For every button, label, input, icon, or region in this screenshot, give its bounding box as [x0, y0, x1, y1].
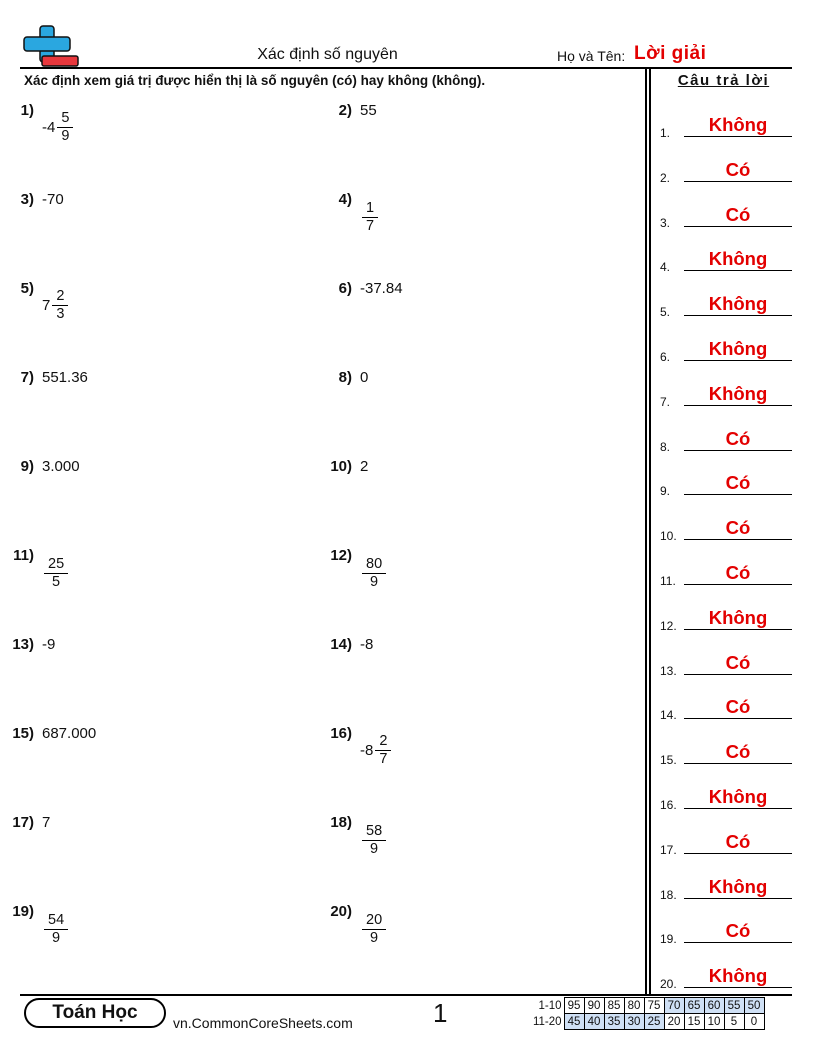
problem-item	[0, 547, 68, 591]
answer-line	[684, 315, 792, 316]
mixed-number	[42, 110, 73, 145]
problem-number: 13)	[12, 636, 34, 653]
problem-item	[0, 903, 68, 947]
answer-line	[684, 853, 792, 854]
score-cell: 30	[624, 1014, 644, 1030]
problem-item	[318, 369, 368, 386]
problem-item	[318, 903, 386, 947]
problem-item	[318, 636, 373, 653]
answer-number: 13.	[660, 663, 677, 678]
problem-value	[360, 199, 378, 235]
answer-number: 2.	[660, 170, 671, 185]
score-cell: 55	[724, 998, 744, 1014]
problem-value: 0	[360, 369, 369, 386]
answer-value: Có	[725, 517, 751, 539]
name-label: Họ và Tên:	[557, 48, 626, 64]
answer-line	[684, 270, 792, 271]
answer-row	[660, 651, 792, 678]
fraction-numerator: 20	[362, 912, 386, 930]
problem-value	[360, 911, 386, 947]
answer-row	[660, 698, 792, 722]
score-cell: 25	[644, 1014, 664, 1030]
answer-line	[684, 718, 792, 719]
problem-value: -8	[360, 636, 374, 653]
problem-item	[0, 102, 73, 145]
problem-item	[318, 547, 386, 591]
score-cell: 75	[644, 998, 664, 1014]
answer-value: Có	[725, 158, 751, 180]
score-row-label: 1-10	[538, 999, 562, 1012]
answer-number: 17.	[660, 842, 677, 857]
problem-value: 687.000	[42, 725, 97, 742]
score-cell: 5	[724, 1014, 744, 1030]
problem-number: 17)	[12, 814, 34, 831]
problem-value	[42, 288, 68, 323]
score-cell: 70	[664, 998, 684, 1014]
score-row-label: 11-20	[532, 1015, 562, 1028]
answer-number: 10.	[660, 529, 677, 544]
answer-line	[684, 181, 792, 182]
answer-line	[684, 584, 792, 585]
fraction	[362, 823, 386, 858]
problem-value	[42, 110, 73, 145]
fraction-denominator: 7	[366, 218, 375, 234]
answer-line	[684, 987, 792, 988]
mixed-number	[360, 823, 386, 858]
score-cell: 50	[744, 998, 764, 1014]
problem-value	[42, 555, 68, 591]
problem-number: 3)	[20, 191, 34, 208]
footer-rule	[20, 994, 792, 996]
whole-part: 7	[42, 297, 51, 314]
answer-number: 11.	[660, 574, 676, 588]
answer-row	[660, 875, 792, 902]
problem-number: 10)	[330, 458, 352, 475]
answer-row	[660, 788, 792, 812]
fraction-numerator: 58	[362, 823, 386, 841]
problem-item	[0, 814, 50, 831]
answer-row	[660, 116, 792, 140]
score-cell: 90	[584, 998, 604, 1014]
fraction-denominator: 3	[56, 306, 65, 322]
answer-number: 19.	[660, 932, 677, 947]
answer-value: Có	[725, 651, 751, 673]
answer-value: Không	[708, 293, 768, 315]
answer-value: Có	[725, 472, 751, 494]
answer-row	[660, 340, 792, 364]
page-number: 1	[433, 998, 448, 1028]
answer-line	[684, 360, 792, 361]
answer-row	[660, 830, 792, 857]
problem-number: 16)	[330, 725, 352, 742]
problem-item	[318, 814, 386, 858]
answer-number: 12.	[660, 618, 677, 633]
answer-value: Không	[708, 114, 768, 135]
answer-row	[660, 382, 792, 409]
problem-value: -70	[42, 191, 64, 208]
problem-item	[0, 636, 55, 653]
answer-row	[660, 519, 792, 543]
answer-row	[660, 474, 792, 498]
problem-value: 2	[360, 458, 369, 475]
answer-line	[684, 942, 792, 943]
problem-item	[0, 725, 96, 742]
score-cell: 20	[664, 1014, 684, 1030]
fraction-numerator: 80	[362, 556, 386, 574]
score-cell: 40	[584, 1014, 604, 1030]
score-row	[528, 998, 764, 1014]
answer-value: Có	[725, 203, 751, 225]
problem-value: -9	[42, 636, 56, 653]
problem-value: 551.36	[42, 369, 88, 386]
answer-number: 7.	[660, 394, 671, 409]
answer-row	[660, 427, 792, 454]
score-cell: 10	[704, 1014, 724, 1030]
fraction-denominator: 9	[52, 930, 61, 946]
score-cell: 65	[684, 998, 704, 1014]
fraction	[362, 556, 386, 591]
fraction-denominator: 7	[379, 751, 388, 767]
answer-key-title: Câu trả lời	[677, 72, 770, 89]
answer-line	[684, 808, 792, 809]
answer-row	[660, 295, 792, 319]
problem-number: 20)	[330, 903, 352, 920]
mixed-number	[42, 288, 68, 323]
score-cell: 0	[744, 1014, 764, 1030]
answer-column-divider	[645, 68, 651, 995]
score-cell: 85	[604, 998, 624, 1014]
mixed-number	[360, 200, 378, 235]
problem-number: 9)	[20, 458, 34, 475]
fraction-denominator: 5	[52, 574, 61, 590]
fraction-numerator: 25	[44, 556, 68, 574]
problem-number: 19)	[12, 903, 34, 920]
answer-value: Có	[725, 741, 751, 763]
answer-value: Không	[708, 382, 768, 404]
answer-value: Có	[725, 830, 751, 852]
problem-number: 18)	[330, 814, 352, 831]
problem-value: -37.84	[360, 280, 403, 297]
problem-value	[360, 822, 386, 858]
problem-value	[360, 555, 386, 591]
worksheet-title: Xác định số nguyên	[257, 46, 398, 63]
answer-line	[684, 136, 792, 137]
answer-row	[660, 564, 792, 588]
answer-number: 15.	[660, 753, 677, 768]
fraction-denominator: 9	[370, 930, 379, 946]
answer-number: 8.	[660, 439, 671, 454]
mixed-number	[42, 912, 68, 947]
answer-number: 3.	[660, 215, 671, 230]
score-cell: 35	[604, 1014, 624, 1030]
problem-item	[318, 191, 378, 235]
answer-number: 16.	[660, 798, 677, 812]
name-value: Lời giải	[634, 43, 707, 64]
answer-value: Không	[708, 965, 768, 987]
answer-value: Không	[708, 786, 768, 807]
score-row	[528, 1014, 764, 1030]
problem-number: 15)	[12, 725, 34, 742]
fraction-numerator: 5	[57, 110, 73, 128]
answer-value: Không	[708, 248, 768, 270]
answer-line	[684, 629, 792, 630]
score-cell: 45	[564, 1014, 584, 1030]
problem-item	[318, 458, 368, 475]
answer-line	[684, 450, 792, 451]
score-cell: 15	[684, 1014, 704, 1030]
answer-value: Có	[725, 920, 751, 942]
answer-number: 14.	[660, 708, 677, 723]
answer-row	[660, 250, 792, 274]
answer-value: Không	[708, 338, 768, 359]
answer-number: 20.	[660, 977, 677, 992]
fraction	[375, 733, 391, 768]
problem-number: 6)	[338, 280, 352, 297]
mixed-number	[360, 912, 386, 947]
answer-value: Có	[725, 427, 751, 449]
answer-value: Không	[708, 606, 768, 628]
problem-number: 4)	[338, 191, 352, 208]
answer-number: 9.	[660, 484, 671, 499]
problem-item	[318, 280, 403, 297]
answer-row	[660, 203, 792, 230]
answer-value: Có	[725, 696, 751, 718]
instructions: Xác định xem giá trị được hiển thị là số nguyên (có) hay không (không).	[24, 73, 486, 88]
answer-value: Có	[725, 562, 751, 583]
score-cell: 95	[564, 998, 584, 1014]
answer-line	[684, 763, 792, 764]
problem-item	[318, 102, 377, 119]
score-cell: 80	[624, 998, 644, 1014]
fraction	[362, 912, 386, 947]
problem-number: 5)	[20, 280, 34, 297]
answer-value: Không	[708, 875, 768, 897]
answer-number: 5.	[660, 305, 671, 320]
mixed-number	[42, 556, 68, 591]
fraction	[52, 288, 68, 323]
score-cell: 60	[704, 998, 724, 1014]
problem-item	[0, 191, 64, 208]
fraction	[44, 912, 68, 947]
answer-row	[660, 606, 792, 633]
problem-item	[318, 725, 391, 768]
fraction-denominator: 9	[370, 574, 379, 590]
problem-number: 7)	[20, 369, 34, 386]
answer-row	[660, 158, 792, 185]
answer-line	[684, 405, 792, 406]
answer-line	[684, 226, 792, 227]
problem-item	[0, 458, 80, 475]
answer-line	[684, 898, 792, 899]
fraction	[57, 110, 73, 145]
problem-item	[0, 280, 68, 323]
header-rule	[20, 67, 792, 69]
fraction-denominator: 9	[61, 128, 70, 144]
problem-number: 12)	[330, 547, 352, 564]
problem-value	[360, 733, 391, 768]
fraction	[44, 556, 68, 591]
answer-line	[684, 674, 792, 675]
answer-row	[660, 743, 792, 767]
answer-number: 1.	[660, 126, 671, 140]
fraction-numerator: 54	[44, 912, 68, 930]
fraction-numerator: 1	[362, 200, 378, 218]
problem-number: 11)	[13, 547, 34, 564]
problem-value: 3.000	[42, 458, 80, 475]
answer-row	[660, 967, 792, 991]
problem-number: 1)	[20, 102, 34, 119]
whole-part: -8	[360, 742, 374, 759]
whole-part: -4	[42, 119, 56, 136]
answer-number: 4.	[660, 260, 671, 275]
answer-number: 18.	[660, 887, 677, 902]
answer-line	[684, 539, 792, 540]
problem-number: 8)	[338, 369, 352, 386]
mixed-number	[360, 556, 386, 591]
brand-badge: Toán Học	[24, 998, 166, 1028]
fraction-numerator: 2	[375, 733, 391, 751]
answer-line	[684, 494, 792, 495]
mixed-number	[360, 733, 391, 768]
problem-number: 14)	[330, 636, 352, 653]
fraction-denominator: 9	[370, 841, 379, 857]
answer-row	[660, 922, 792, 946]
problem-value: 55	[360, 102, 377, 119]
fraction	[362, 200, 378, 235]
site-url[interactable]: vn.CommonCoreSheets.com	[173, 1015, 353, 1031]
problem-value: 7	[42, 814, 51, 831]
problem-item	[0, 369, 88, 386]
score-table	[528, 997, 765, 1030]
problem-number: 2)	[338, 102, 352, 119]
fraction-numerator: 2	[52, 288, 68, 306]
problem-value	[42, 911, 68, 947]
answer-number: 6.	[660, 350, 671, 364]
